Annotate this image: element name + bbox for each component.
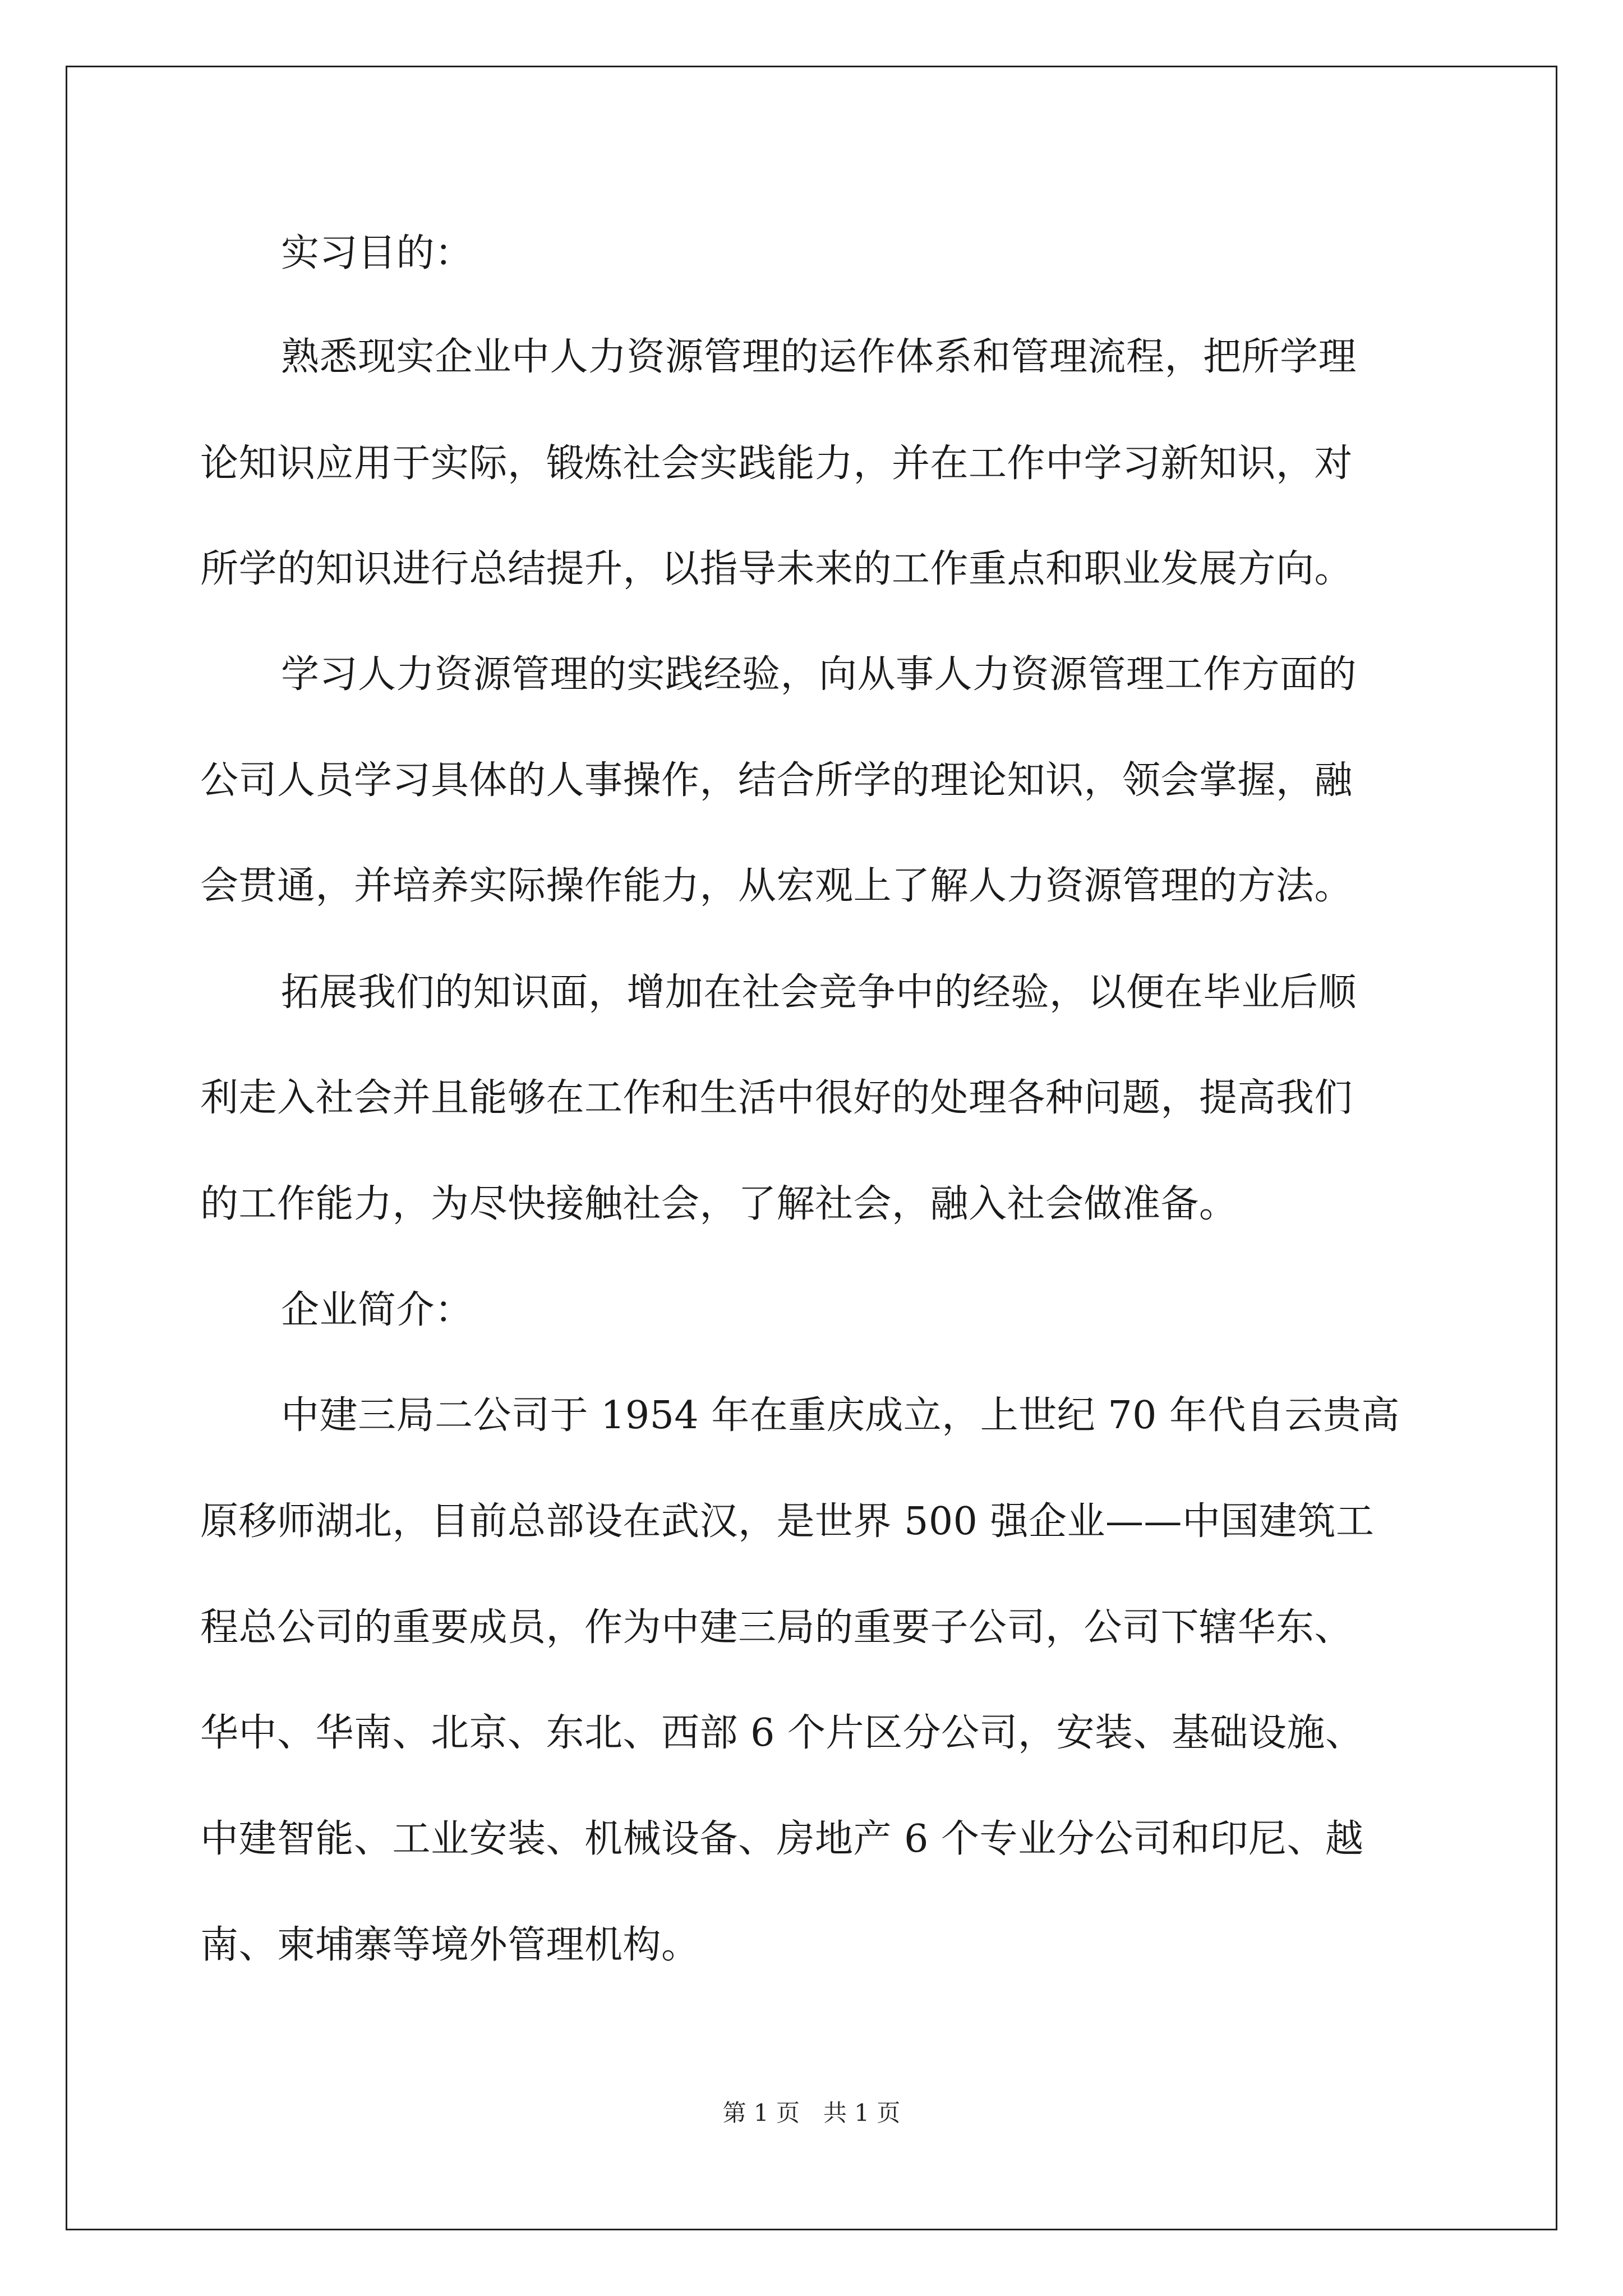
paragraph-line: 会贯通，并培养实际操作能力，从宏观上了解人力资源管理的方法。 [200, 864, 1353, 908]
paragraph-line: 论知识应用于实际，锻炼社会实践能力，并在工作中学习新知识，对 [200, 441, 1353, 486]
page-border [66, 66, 1557, 2230]
paragraph-line: 利走入社会并且能够在工作和生活中很好的处理各种问题，提高我们 [200, 1076, 1353, 1120]
paragraph-line: 所学的知识进行总结提升，以指导未来的工作重点和职业发展方向。 [200, 547, 1353, 591]
paragraph-line: 南、柬埔寨等境外管理机构。 [200, 1923, 700, 1967]
paragraph-line: 华中、华南、北京、东北、西部 6 个片区分公司，安装、基础设施、 [200, 1711, 1364, 1755]
heading-company-profile: 企业简介： [281, 1288, 473, 1332]
paragraph-line: 中建智能、工业安装、机械设备、房地产 6 个专业分公司和印尼、越 [200, 1817, 1364, 1861]
paragraph-line: 中建三局二公司于 1954 年在重庆成立，上世纪 70 年代自云贵高 [281, 1393, 1400, 1438]
page-number-footer: 第 1 页 共 1 页 [722, 2099, 901, 2127]
paragraph-line: 程总公司的重要成员，作为中建三局的重要子公司，公司下辖华东、 [200, 1605, 1353, 1650]
heading-internship-purpose: 实习目的： [281, 231, 473, 275]
paragraph-line: 拓展我们的知识面，增加在社会竞争中的经验，以便在毕业后顺 [281, 970, 1357, 1015]
paragraph-line: 公司人员学习具体的人事操作，结合所学的理论知识，领会掌握，融 [200, 758, 1353, 803]
paragraph-line: 原移师湖北，目前总部设在武汉，是世界 500 强企业——中国建筑工 [200, 1499, 1375, 1544]
paragraph-line: 学习人力资源管理的实践经验，向从事人力资源管理工作方面的 [281, 652, 1357, 697]
paragraph-line: 熟悉现实企业中人力资源管理的运作体系和管理流程，把所学理 [281, 335, 1357, 379]
paragraph-line: 的工作能力，为尽快接触社会，了解社会，融入社会做准备。 [200, 1182, 1238, 1226]
